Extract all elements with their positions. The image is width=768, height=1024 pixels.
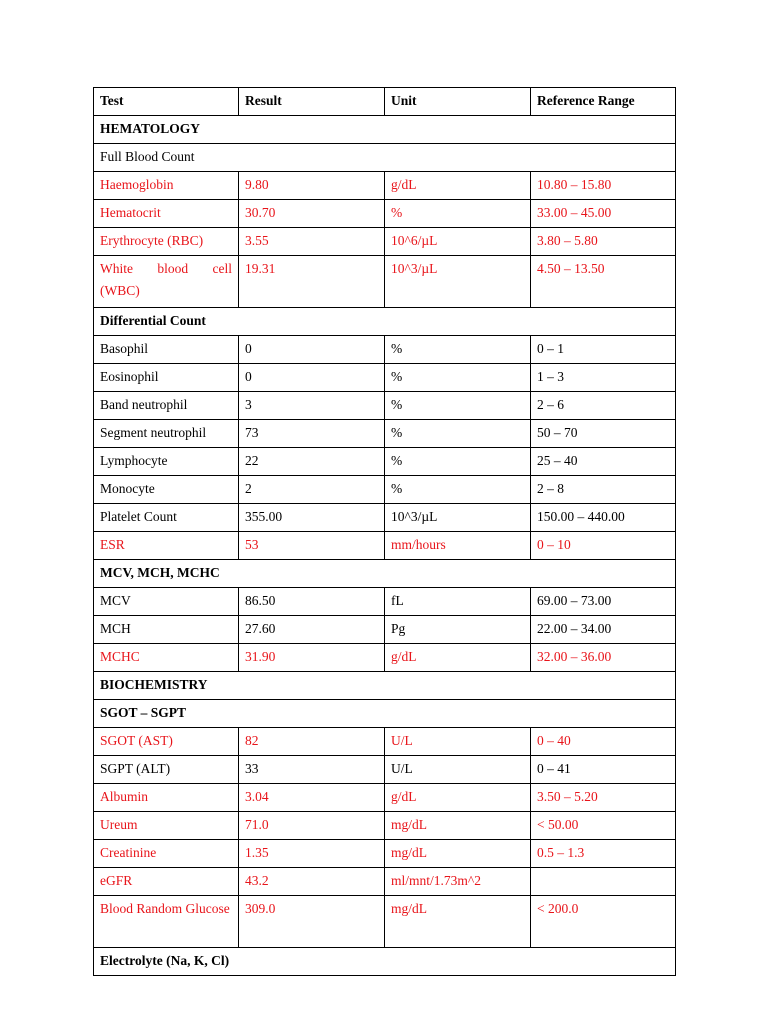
table-row-erythrocyte-rbc bbox=[94, 228, 676, 256]
result-cell: 3.55 bbox=[239, 228, 385, 256]
table-row-egfr bbox=[94, 868, 676, 896]
table-header-row bbox=[94, 88, 676, 116]
lab-results-body bbox=[94, 88, 676, 976]
table-row-platelet-count bbox=[94, 504, 676, 532]
test-name-cell: Segment neutrophil bbox=[94, 420, 239, 448]
test-name-cell: Erythrocyte (RBC) bbox=[94, 228, 239, 256]
reference-range-cell: 0 – 1 bbox=[531, 336, 676, 364]
unit-cell: U/L bbox=[385, 728, 531, 756]
test-name-cell: Hematocrit bbox=[94, 200, 239, 228]
table-row-mch bbox=[94, 616, 676, 644]
section-row-mcv-mch-mchc bbox=[94, 560, 676, 588]
test-name-cell: White blood cell (WBC) bbox=[94, 256, 239, 308]
table-row-monocyte bbox=[94, 476, 676, 504]
result-cell: 22 bbox=[239, 448, 385, 476]
section-heading: SGOT – SGPT bbox=[94, 700, 676, 728]
reference-range-cell: 25 – 40 bbox=[531, 448, 676, 476]
test-name-cell: Lymphocyte bbox=[94, 448, 239, 476]
reference-range-cell: 0 – 41 bbox=[531, 756, 676, 784]
table-row-haemoglobin bbox=[94, 172, 676, 200]
reference-range-cell: 150.00 – 440.00 bbox=[531, 504, 676, 532]
test-name-cell: MCHC bbox=[94, 644, 239, 672]
test-name-cell: SGPT (ALT) bbox=[94, 756, 239, 784]
unit-cell: % bbox=[385, 392, 531, 420]
result-cell: 33 bbox=[239, 756, 385, 784]
result-cell: 43.2 bbox=[239, 868, 385, 896]
unit-cell: % bbox=[385, 420, 531, 448]
unit-cell: mg/dL bbox=[385, 812, 531, 840]
reference-range-cell: 0 – 10 bbox=[531, 532, 676, 560]
reference-range-cell: 69.00 – 73.00 bbox=[531, 588, 676, 616]
table-row-white-blood-cell-wbc bbox=[94, 256, 676, 308]
reference-range-cell: 33.00 – 45.00 bbox=[531, 200, 676, 228]
section-row-biochemistry bbox=[94, 672, 676, 700]
reference-range-cell: 10.80 – 15.80 bbox=[531, 172, 676, 200]
reference-range-cell: 4.50 – 13.50 bbox=[531, 256, 676, 308]
table-row-band-neutrophil bbox=[94, 392, 676, 420]
section-heading: Full Blood Count bbox=[94, 144, 676, 172]
test-name-cell: Eosinophil bbox=[94, 364, 239, 392]
unit-cell: 10^6/µL bbox=[385, 228, 531, 256]
unit-cell: g/dL bbox=[385, 644, 531, 672]
test-name-cell: MCH bbox=[94, 616, 239, 644]
section-heading: Electrolyte (Na, K, Cl) bbox=[94, 948, 676, 976]
result-cell: 31.90 bbox=[239, 644, 385, 672]
result-cell: 27.60 bbox=[239, 616, 385, 644]
test-name-cell: Blood Random Glucose bbox=[94, 896, 239, 948]
table-row-blood-random-glucose bbox=[94, 896, 676, 948]
section-row-hematology bbox=[94, 116, 676, 144]
result-cell: 86.50 bbox=[239, 588, 385, 616]
result-cell: 0 bbox=[239, 336, 385, 364]
reference-range-cell bbox=[531, 868, 676, 896]
section-heading: Differential Count bbox=[94, 308, 676, 336]
reference-range-cell: 3.80 – 5.80 bbox=[531, 228, 676, 256]
table-row-sgpt-alt bbox=[94, 756, 676, 784]
reference-range-cell: < 50.00 bbox=[531, 812, 676, 840]
unit-cell: 10^3/µL bbox=[385, 504, 531, 532]
result-cell: 19.31 bbox=[239, 256, 385, 308]
table-row-albumin bbox=[94, 784, 676, 812]
table-row-lymphocyte bbox=[94, 448, 676, 476]
reference-range-cell: 2 – 6 bbox=[531, 392, 676, 420]
reference-range-cell: 0 – 40 bbox=[531, 728, 676, 756]
test-name-cell: SGOT (AST) bbox=[94, 728, 239, 756]
section-row-differential-count bbox=[94, 308, 676, 336]
test-name-cell: Band neutrophil bbox=[94, 392, 239, 420]
unit-cell: fL bbox=[385, 588, 531, 616]
reference-range-cell: 50 – 70 bbox=[531, 420, 676, 448]
table-row-eosinophil bbox=[94, 364, 676, 392]
column-header-test: Test bbox=[94, 88, 239, 116]
column-header-result: Result bbox=[239, 88, 385, 116]
section-row-electrolyte-na-k-cl bbox=[94, 948, 676, 976]
section-heading: MCV, MCH, MCHC bbox=[94, 560, 676, 588]
section-heading: HEMATOLOGY bbox=[94, 116, 676, 144]
result-cell: 53 bbox=[239, 532, 385, 560]
reference-range-cell: 2 – 8 bbox=[531, 476, 676, 504]
unit-cell: mg/dL bbox=[385, 840, 531, 868]
lab-results-table bbox=[93, 87, 676, 976]
section-heading: BIOCHEMISTRY bbox=[94, 672, 676, 700]
result-cell: 309.0 bbox=[239, 896, 385, 948]
table-row-sgot-ast bbox=[94, 728, 676, 756]
unit-cell: % bbox=[385, 448, 531, 476]
test-name-cell: Albumin bbox=[94, 784, 239, 812]
result-cell: 355.00 bbox=[239, 504, 385, 532]
table-row-esr bbox=[94, 532, 676, 560]
reference-range-cell: 32.00 – 36.00 bbox=[531, 644, 676, 672]
result-cell: 82 bbox=[239, 728, 385, 756]
unit-cell: g/dL bbox=[385, 172, 531, 200]
table-row-mchc bbox=[94, 644, 676, 672]
table-row-mcv bbox=[94, 588, 676, 616]
reference-range-cell: 1 – 3 bbox=[531, 364, 676, 392]
reference-range-cell: 3.50 – 5.20 bbox=[531, 784, 676, 812]
unit-cell: g/dL bbox=[385, 784, 531, 812]
test-name-cell: Creatinine bbox=[94, 840, 239, 868]
test-name-cell: Ureum bbox=[94, 812, 239, 840]
test-name-cell: eGFR bbox=[94, 868, 239, 896]
test-name-cell: MCV bbox=[94, 588, 239, 616]
unit-cell: Pg bbox=[385, 616, 531, 644]
unit-cell: % bbox=[385, 336, 531, 364]
reference-range-cell: 0.5 – 1.3 bbox=[531, 840, 676, 868]
unit-cell: % bbox=[385, 476, 531, 504]
reference-range-cell: 22.00 – 34.00 bbox=[531, 616, 676, 644]
table-row-hematocrit bbox=[94, 200, 676, 228]
result-cell: 9.80 bbox=[239, 172, 385, 200]
reference-range-cell: < 200.0 bbox=[531, 896, 676, 948]
table-row-segment-neutrophil bbox=[94, 420, 676, 448]
table-row-ureum bbox=[94, 812, 676, 840]
unit-cell: 10^3/µL bbox=[385, 256, 531, 308]
unit-cell: % bbox=[385, 364, 531, 392]
unit-cell: U/L bbox=[385, 756, 531, 784]
result-cell: 1.35 bbox=[239, 840, 385, 868]
unit-cell: ml/mnt/1.73m^2 bbox=[385, 868, 531, 896]
result-cell: 73 bbox=[239, 420, 385, 448]
result-cell: 2 bbox=[239, 476, 385, 504]
result-cell: 30.70 bbox=[239, 200, 385, 228]
unit-cell: % bbox=[385, 200, 531, 228]
test-name-cell: Basophil bbox=[94, 336, 239, 364]
test-name-cell: Haemoglobin bbox=[94, 172, 239, 200]
unit-cell: mg/dL bbox=[385, 896, 531, 948]
column-header-reference-range: Reference Range bbox=[531, 88, 676, 116]
table-row-basophil bbox=[94, 336, 676, 364]
test-name-cell: ESR bbox=[94, 532, 239, 560]
result-cell: 0 bbox=[239, 364, 385, 392]
section-row-sgot-sgpt bbox=[94, 700, 676, 728]
result-cell: 3 bbox=[239, 392, 385, 420]
column-header-unit: Unit bbox=[385, 88, 531, 116]
table-row-creatinine bbox=[94, 840, 676, 868]
test-name-cell: Platelet Count bbox=[94, 504, 239, 532]
result-cell: 3.04 bbox=[239, 784, 385, 812]
result-cell: 71.0 bbox=[239, 812, 385, 840]
section-row-full-blood-count bbox=[94, 144, 676, 172]
unit-cell: mm/hours bbox=[385, 532, 531, 560]
test-name-cell: Monocyte bbox=[94, 476, 239, 504]
